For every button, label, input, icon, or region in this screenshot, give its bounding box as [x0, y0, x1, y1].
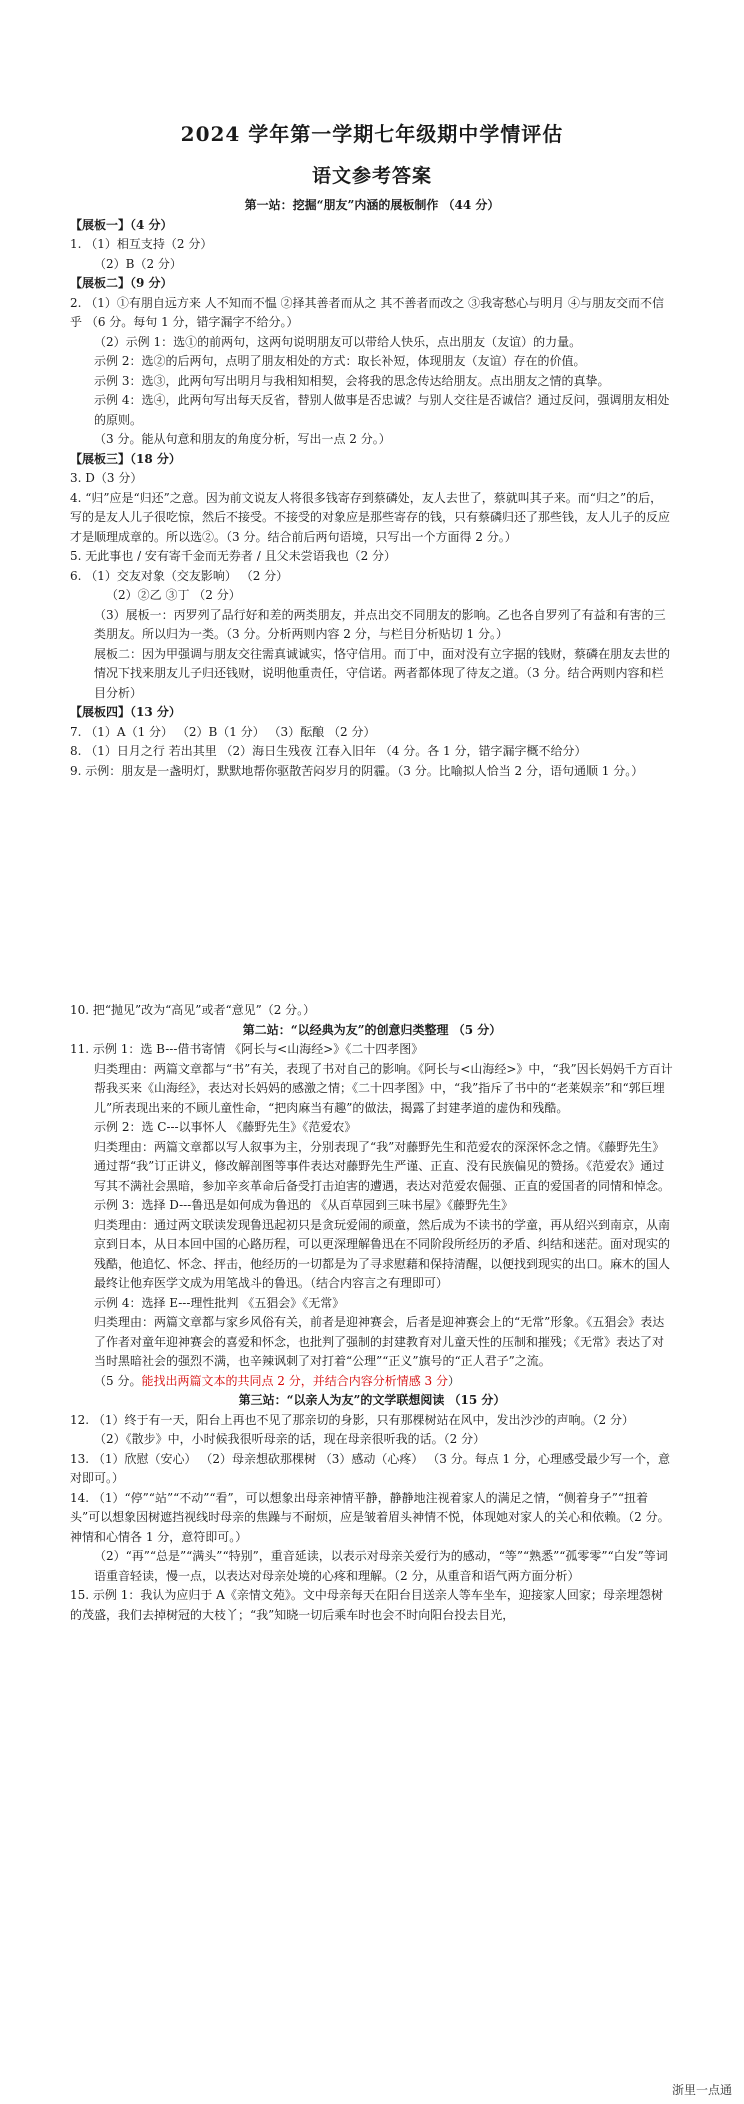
answer-q15: 15. 示例 1：我认为应归于 A《亲情文苑》。文中母亲每天在阳台目送亲人等车坐车，迎接家人回家；母亲埋怨树的茂盛，我们去掉树冠的大枝丫；“我”知晓一切后乘车时也会不时向阳台投去目光，: [70, 1588, 663, 1622]
page-subtitle: 语文参考答案: [311, 165, 432, 187]
answer-q2-example2: 示例 2：选②的后两句，点明了朋友相处的方式：取长补短，体现朋友（友谊）存在的价值。: [94, 354, 586, 368]
answer-q11-example1: 11. 示例 1：选 B---借书寄情 《阿长与<山海经>》《二十四孝图》: [70, 1042, 424, 1056]
station1-title: 第一站：挖掘“朋友”内涵的展板制作 （44 分）: [244, 198, 500, 212]
scoring-open: （5 分。: [94, 1373, 142, 1388]
answer-content: [70, 196, 674, 1625]
answer-q2-example3: 示例 3：选③，此两句写出明月与我相知相契，会将我的思念传达给朋友。点出朋友之情的真挚。: [94, 373, 610, 388]
answer-q2-example4: 示例 4：选④，此两句写出每天反省，替别人做事是否忠诚？与别人交往是否诚信？通过反问，强调朋友相处的原则。: [94, 393, 670, 427]
answer-q11-example2: 示例 2：选 C---以事怀人 《藤野先生》《范爱农》: [94, 1120, 357, 1134]
answer-q12-part1: 12. （1）终于有一天，阳台上再也不见了那亲切的身影，只有那棵树站在风中，发出沙沙的声响。（2 分）: [70, 1412, 634, 1427]
answer-q6-part1: 6. （1）交友对象（交友影响） （2 分）: [70, 568, 289, 583]
station3-title: 第三站：“以亲人为友”的文学联想阅读 （15 分）: [238, 1393, 506, 1407]
answer-q7: 7. （1）A（1 分） （2）B（1 分） （3）酝酿 （2 分）: [70, 724, 376, 739]
panel1-title: 【展板一】（4 分）: [70, 217, 173, 232]
answer-q12-part2: （2）《散步》中，小时候我很听母亲的话，现在母亲很听我的话。（2 分）: [94, 1432, 486, 1446]
answer-q11-example4: 示例 4：选择 E---理性批判 《五猖会》《无常》: [94, 1295, 345, 1310]
answer-q4: 4. “归”应是“归还”之意。因为前文说友人将很多钱寄存到蔡磷处，友人去世了，蔡就叫其子来。而“归之”的后，写的是友人儿子很吃惊，然后不接受。不接受的对象应是那些寄存的钱，只有蔡磷归还了那些钱，友人儿子的反应才是顺理成章的。所以选②。（3 分。结合前后两句语境，只写出一个方面得 2 分。）: [70, 490, 671, 544]
panel4-title: 【展板四】（13 分）: [70, 705, 181, 719]
answer-q11-reason1: 归类理由：两篇文章都与“书”有关，表现了书对自己的影响。《阿长与<山海经>》中，“我”因长妈妈千方百计帮我买来《山海经》，表达对长妈妈的感激之情；《二十四孝图》中，“我”指斥了书中的“老莱娱亲”和“郭巨埋儿”所表现出来的不顾儿童性命，“把肉麻当有趣”的做法，揭露了封建孝道的虚伪和残酷。: [94, 1061, 673, 1115]
answer-q5: 5. 无此事也 / 安有寄千金而无券者 / 且父未尝语我也（2 分）: [70, 549, 397, 563]
answer-q1-part2: （2）B（2 分）: [94, 256, 182, 271]
answer-q13: 13. （1）欣慰（安心） （2）母亲想砍那棵树 （3）感动（心疼） （3 分。每点 1 分，心理感受最少写一个，意对即可。）: [70, 1451, 670, 1485]
scoring-criteria: 能找出两篇文本的共同点 2 分，并结合内容分析情感 3 分: [141, 1373, 448, 1388]
answer-q3: 3. D（3 分）: [70, 471, 143, 485]
answer-q2-part2: （2）示例 1：选①的前两句，这两句说明朋友可以带给人快乐，点出朋友（友谊）的力量。: [94, 334, 582, 349]
answer-q6-part2: （2）②乙 ③丁 （2 分）: [106, 588, 241, 602]
answer-q11-reason2: 归类理由：两篇文章都以写人叙事为主，分别表现了“我”对藤野先生和范爱农的深深怀念之情。《藤野先生》通过帮“我”订正讲义，修改解剖图等事件表达对藤野先生严谨、正直、没有民族偏见的赞扬。《范爱农》通过写其不满社会黑暗，参加辛亥革命后备受打击迫害的遭遇，表达对范爱农倔强、正直的爱国者的同情和悼念。: [94, 1139, 671, 1193]
answer-q6-part3: （3）展板一：丙罗列了品行好和差的两类朋友，并点出交不同朋友的影响。乙也各自罗列了有益和有害的三类朋友。所以归为一类。（3 分。分析两则内容 2 分，与栏目分析贴切 1 分。）: [94, 607, 666, 641]
answer-q2-scoring: （3 分。能从句意和朋友的角度分析，写出一点 2 分。）: [94, 432, 391, 446]
answer-q11-example3: 示例 3：选择 D---鲁迅是如何成为鲁迅的 《从百草园到三味书屋》《藤野先生》: [94, 1198, 514, 1212]
page-title: 2024 学年第一学期七年级期中学情评估: [180, 122, 564, 146]
blank-space: [70, 781, 674, 1001]
watermark-footer: 浙里一点通: [671, 2083, 732, 2097]
answer-q6-panel2: 展板二：因为甲强调与朋友交往需真诚诚实，恪守信用。而丁中，面对没有立字据的钱财，蔡磷在朋友去世的情况下找来朋友儿子归还钱财，说明他重责任，守信诺。两者都体现了待友之道。（3 分。结合两则内容和栏目分析）: [94, 646, 671, 700]
answer-q10: 10. 把“抛见”改为“高见”或者“意见”（2 分。）: [70, 1003, 316, 1017]
station2-title: 第二站：“以经典为友”的创意归类整理 （5 分）: [242, 1022, 502, 1037]
panel3-title: 【展板三】（18 分）: [70, 451, 181, 466]
answer-q2-part1: 2. （1）①有朋自远方来 人不知而不愠 ②择其善者而从之 其不善者而改之 ③我寄愁心与明月 ④与朋友交而不信乎 （6 分。每句 1 分，错字漏字不给分。）: [70, 295, 664, 329]
answer-q8: 8. （1）日月之行 若出其里 （2）海日生残夜 江春入旧年 （4 分。各 1 分，错字漏字概不给分）: [70, 744, 587, 758]
answer-q14-part2: （2）“再”“总是”“满头”“特别”，重音延读，以表示对母亲关爱行为的感动，“等”“熟悉”“孤零零”“白发”等词语重音轻读，慢一点，以表达对母亲处境的心疼和理解。（2 分，从重音和语气两方面分析）: [94, 1549, 668, 1583]
answer-q11-reason3: 归类理由：通过两文联读发现鲁迅起初只是贪玩爱闹的顽童，然后成为不读书的学童，再从绍兴到南京，从南京到日本，从日本回中国的心路历程，可以更深理解鲁迅在不同阶段所经历的矛盾、纠结和迷茫。面对现实的残酷，他追忆、怀念、抨击，他经历的一切都是为了寻求慰藉和保持清醒，以便找到现实的出口。麻木的国人最终让他弃医学文成为用笔战斗的鲁迅。（结合内容言之有理即可）: [94, 1217, 671, 1290]
answer-q11-scoring: [70, 1372, 674, 1392]
answer-q14-part1: 14. （1）“停”“站”“不动”“看”，可以想象出母亲神情平静，静静地注视着家人的满足之情，“侧着身子”“扭着头”可以想象因树遮挡视线时母亲的焦躁与不耐烦，应是皱着眉头神情不悦，体现她对家人的关心和依赖。（2 分。神情和心情各 1 分，意符即可。）: [70, 1490, 670, 1544]
answer-q9: 9. 示例：朋友是一盏明灯，默默地帮你驱散苦闷岁月的阴霾。（3 分。比喻拟人恰当 2 分，语句通顺 1 分。）: [70, 763, 644, 778]
answer-q11-reason4: 归类理由：两篇文章都与家乡风俗有关，前者是迎神赛会，后者是迎神赛会上的“无常”形象。《五猖会》表达了作者对童年迎神赛会的喜爱和怀念，也批判了强制的封建教育对儿童天性的压制和摧残；《无常》表达了对当时黑暗社会的强烈不满，也辛辣讽刺了对打着“公理”“正义”旗号的“正人君子”之流。: [94, 1315, 665, 1368]
scoring-close: ）: [447, 1373, 460, 1388]
panel2-title: 【展板二】（9 分）: [70, 276, 173, 290]
answer-q1-part1: 1. （1）相互支持（2 分）: [70, 237, 213, 251]
